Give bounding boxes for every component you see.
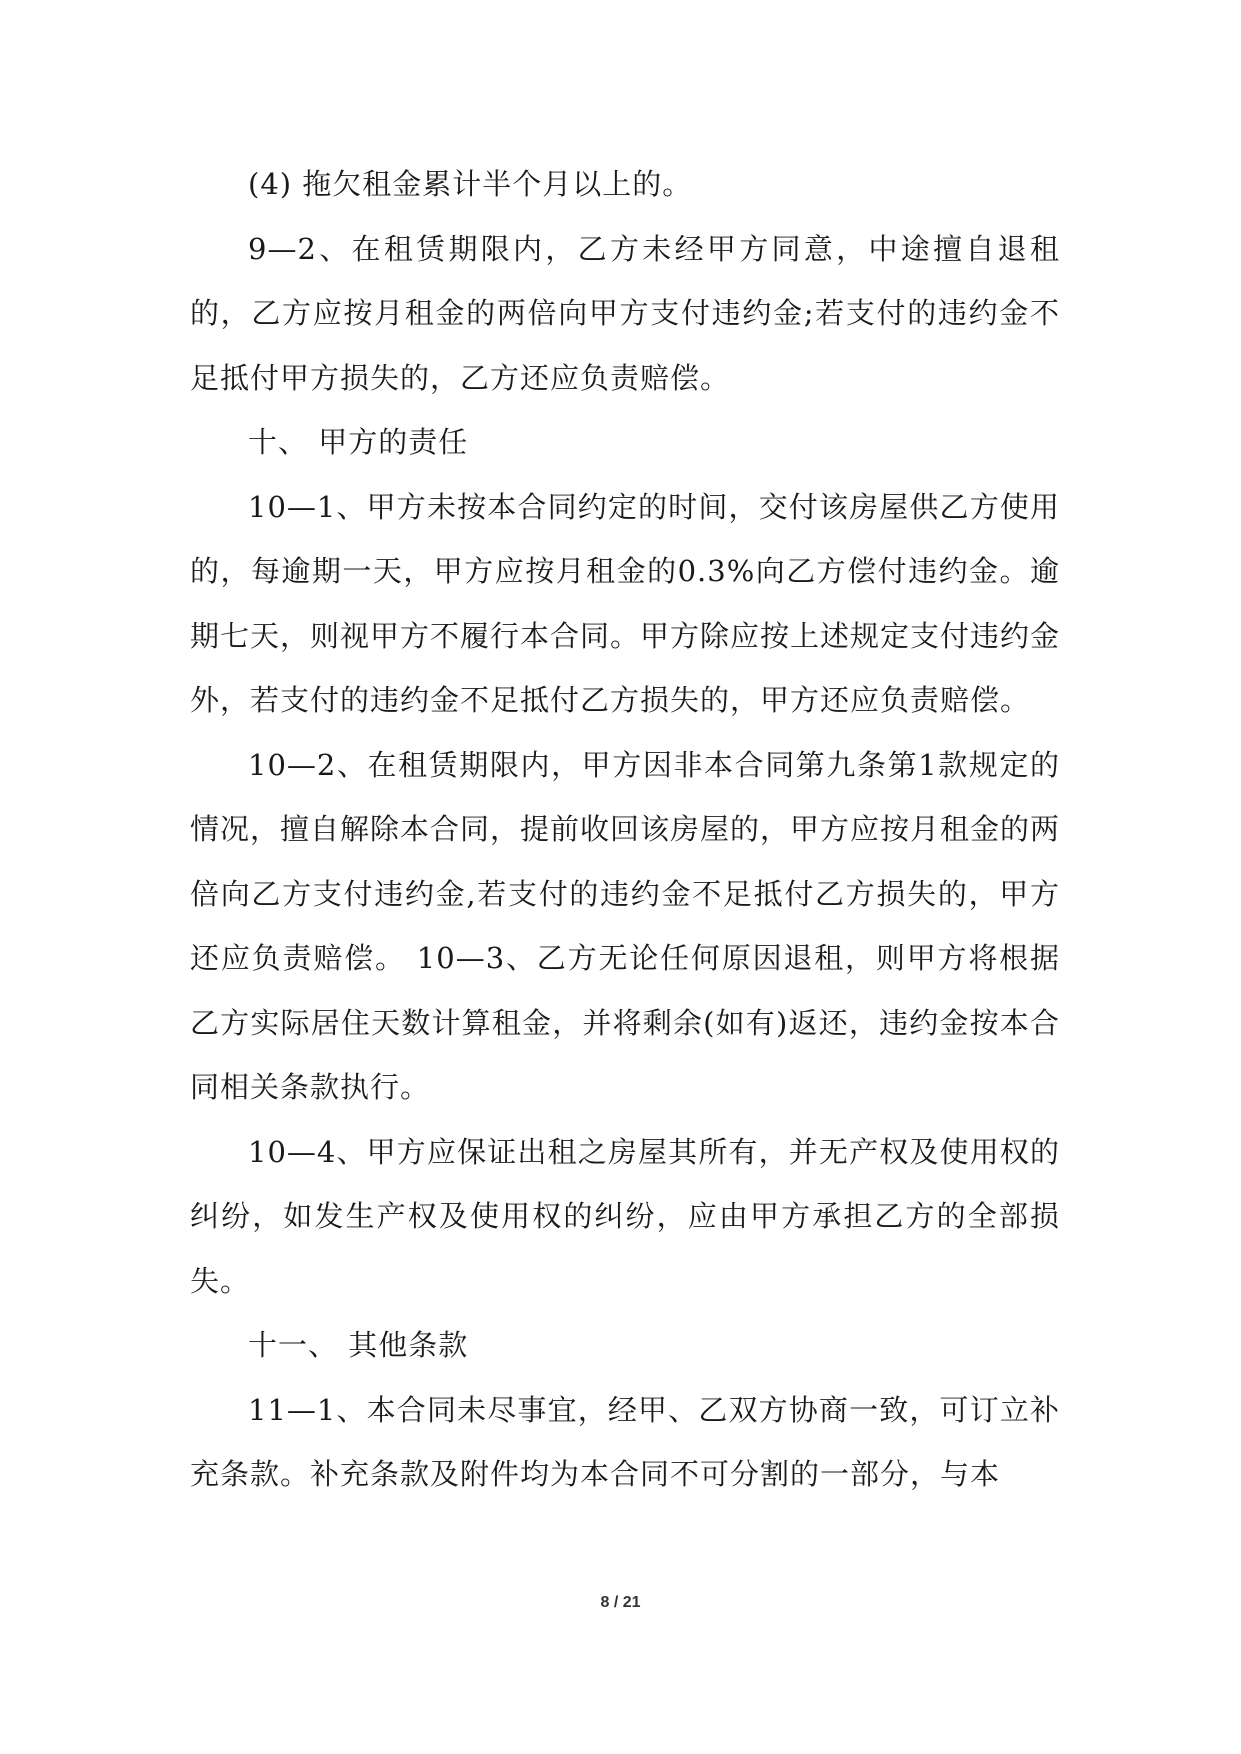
clause-10-2-10-3: 10—2、在租赁期限内，甲方因非本合同第九条第1款规定的情况，擅自解除本合同，提前收回该房屋的，甲方应按月租金的两倍向乙方支付违约金,若支付的违约金不足抵付乙方损失的，甲方还应负责赔偿。 10—3、乙方无论任何原因退租，则甲方将根据乙方实际居住天数计算租金，并将剩余(如有)返还，违约金按本合同相关条款执行。 xyxy=(190,747,1061,1104)
clause-10-1: 10—1、甲方未按本合同约定的时间，交付该房屋供乙方使用的，每逾期一天，甲方应按月租金的0.3%向乙方偿付违约金。逾期七天，则视甲方不履行本合同。甲方除应按上述规定支付违约金外，若支付的违约金不足抵付乙方损失的，甲方还应负责赔偿。 xyxy=(190,489,1061,717)
section-heading-11: 十一、 其他条款 xyxy=(248,1328,469,1362)
document-body xyxy=(190,152,1060,1507)
section-heading-10: 十、 甲方的责任 xyxy=(248,425,469,459)
clause-10-4: 10—4、甲方应保证出租之房屋其所有，并无产权及使用权的纠纷，如发生产权及使用权的纠纷，应由甲方承担乙方的全部损失。 xyxy=(190,1134,1060,1298)
clause-9-1-item-4: (4) 拖欠租金累计半个月以上的。 xyxy=(248,167,693,201)
clause-11-1: 11—1、本合同未尽事宜，经甲、乙双方协商一致，可订立补充条款。补充条款及附件均为本合同不可分割的一部分，与本 xyxy=(190,1392,1060,1491)
clause-9-2: 9—2、在租赁期限内，乙方未经甲方同意，中途擅自退租的，乙方应按月租金的两倍向甲方支付违约金;若支付的违约金不足抵付甲方损失的，乙方还应负责赔偿。 xyxy=(190,231,1060,395)
page-number: 8 / 21 xyxy=(600,1594,641,1611)
